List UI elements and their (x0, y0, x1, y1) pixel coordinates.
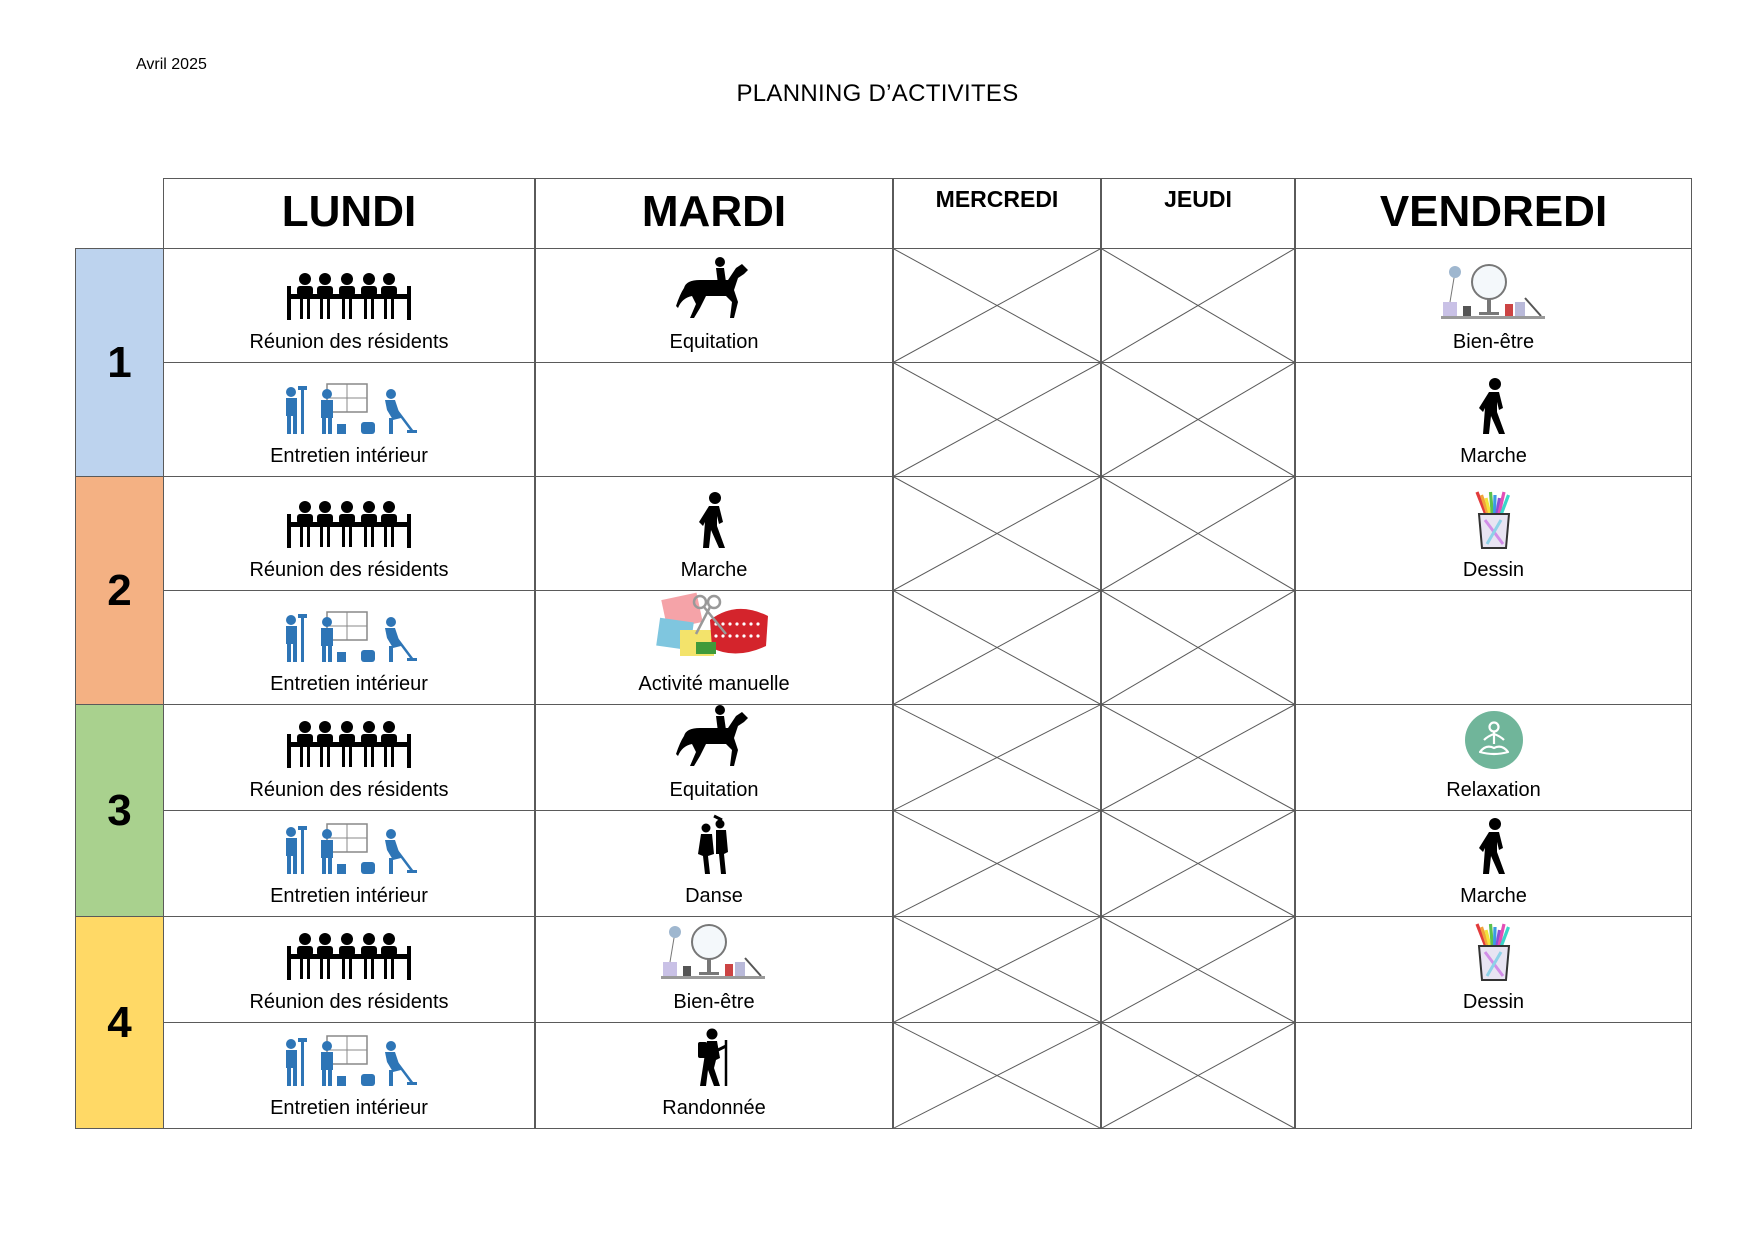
day-header-jeudi: JEUDI (1101, 178, 1295, 249)
activity-cell-vendredi (1295, 476, 1692, 591)
activity-label: Relaxation (1446, 779, 1541, 801)
activity-label: Marche (680, 559, 748, 581)
unavailable-cell-jeudi (1101, 916, 1295, 1023)
activity-cell-lundi (163, 476, 535, 591)
activity-cell-lundi (163, 916, 535, 1023)
cross-mark (1102, 477, 1294, 590)
activity-cell-lundi (163, 362, 535, 477)
activity-label: Equitation (669, 331, 759, 353)
unavailable-cell-mercredi (893, 362, 1101, 477)
activity-label: Entretien intérieur (270, 445, 428, 467)
activity-cell-vendredi (1295, 1022, 1692, 1129)
cross-mark (894, 811, 1100, 916)
horse-rider-icon (676, 256, 752, 327)
unavailable-cell-mercredi (893, 248, 1101, 363)
meeting-icon (285, 272, 413, 327)
activity-cell-lundi (163, 810, 535, 917)
activity-label: Réunion des résidents (249, 331, 449, 353)
cross-mark (1102, 249, 1294, 362)
cross-mark (894, 249, 1100, 362)
activity-cell-mardi (535, 248, 893, 363)
cross-mark (1102, 705, 1294, 810)
unavailable-cell-jeudi (1101, 1022, 1295, 1129)
meeting-icon (285, 932, 413, 987)
meeting-icon (285, 500, 413, 555)
dance-icon (694, 814, 734, 881)
unavailable-cell-jeudi (1101, 362, 1295, 477)
activity-cell-mardi (535, 704, 893, 811)
cross-mark (894, 477, 1100, 590)
walking-icon (1479, 818, 1509, 881)
unavailable-cell-jeudi (1101, 704, 1295, 811)
meditation-icon (1464, 710, 1524, 775)
pencils-icon (1469, 920, 1519, 987)
activity-cell-mardi (535, 362, 893, 477)
date-label: Avril 2025 (136, 56, 207, 73)
cross-mark (1102, 363, 1294, 476)
activity-label: Equitation (669, 779, 759, 801)
wellness-icon (1441, 262, 1547, 327)
week-number-3: 3 (75, 704, 164, 917)
week-number-2: 2 (75, 476, 164, 705)
week-number-4: 4 (75, 916, 164, 1129)
activity-cell-mardi (535, 916, 893, 1023)
unavailable-cell-mercredi (893, 476, 1101, 591)
activity-label: Réunion des résidents (249, 991, 449, 1013)
unavailable-cell-mercredi (893, 704, 1101, 811)
cross-mark (1102, 917, 1294, 1022)
activity-label: Danse (685, 885, 743, 907)
activity-cell-mardi (535, 590, 893, 705)
activity-label: Bien-être (1452, 331, 1535, 353)
meeting-icon (285, 720, 413, 775)
activity-label: Entretien intérieur (270, 885, 428, 907)
activity-label: Randonnée (662, 1097, 766, 1119)
activity-cell-vendredi (1295, 704, 1692, 811)
activity-cell-lundi (163, 590, 535, 705)
activity-label: Entretien intérieur (270, 673, 428, 695)
cross-mark (1102, 591, 1294, 704)
activity-cell-vendredi (1295, 590, 1692, 705)
cross-mark (894, 917, 1100, 1022)
unavailable-cell-mercredi (893, 810, 1101, 917)
day-header-mardi: MARDI (535, 178, 893, 249)
activity-cell-lundi (163, 248, 535, 363)
activity-label: Bien-être (673, 991, 755, 1013)
pencils-icon (1469, 488, 1519, 555)
hiking-icon (694, 1028, 734, 1093)
cross-mark (1102, 1023, 1294, 1128)
activity-label: Marche (1460, 885, 1527, 907)
cleaning-icon (281, 610, 417, 669)
cross-mark (894, 363, 1100, 476)
activity-label: Réunion des résidents (249, 779, 449, 801)
cross-mark (894, 591, 1100, 704)
activity-cell-vendredi (1295, 362, 1692, 477)
activity-cell-vendredi (1295, 810, 1692, 917)
cross-mark (894, 705, 1100, 810)
activity-cell-lundi (163, 1022, 535, 1129)
unavailable-cell-mercredi (893, 1022, 1101, 1129)
activity-cell-vendredi (1295, 248, 1692, 363)
activity-label: Marche (1460, 445, 1527, 467)
day-header-mercredi: MERCREDI (893, 178, 1101, 249)
cross-mark (894, 1023, 1100, 1128)
walking-icon (699, 492, 729, 555)
activity-label: Dessin (1462, 991, 1525, 1013)
cross-mark (1102, 811, 1294, 916)
unavailable-cell-mercredi (893, 590, 1101, 705)
day-header-vendredi: VENDREDI (1295, 178, 1692, 249)
activity-label: Entretien intérieur (270, 1097, 428, 1119)
unavailable-cell-jeudi (1101, 810, 1295, 917)
activity-label: Activité manuelle (638, 673, 790, 695)
activity-label: Dessin (1462, 559, 1525, 581)
unavailable-cell-jeudi (1101, 248, 1295, 363)
unavailable-cell-jeudi (1101, 476, 1295, 591)
crafts-icon (656, 590, 772, 669)
unavailable-cell-mercredi (893, 916, 1101, 1023)
activity-label: Réunion des résidents (249, 559, 449, 581)
cleaning-icon (281, 822, 417, 881)
activity-cell-mardi (535, 476, 893, 591)
unavailable-cell-jeudi (1101, 590, 1295, 705)
activity-cell-lundi (163, 704, 535, 811)
horse-rider-icon (676, 704, 752, 775)
activity-cell-mardi (535, 810, 893, 917)
walking-icon (1479, 378, 1509, 441)
cleaning-icon (281, 1034, 417, 1093)
week-number-1: 1 (75, 248, 164, 477)
activity-cell-vendredi (1295, 916, 1692, 1023)
page-title: PLANNING D’ACTIVITES (736, 80, 1019, 107)
activity-cell-mardi (535, 1022, 893, 1129)
cleaning-icon (281, 382, 417, 441)
wellness-icon (661, 922, 767, 987)
day-header-lundi: LUNDI (163, 178, 535, 249)
